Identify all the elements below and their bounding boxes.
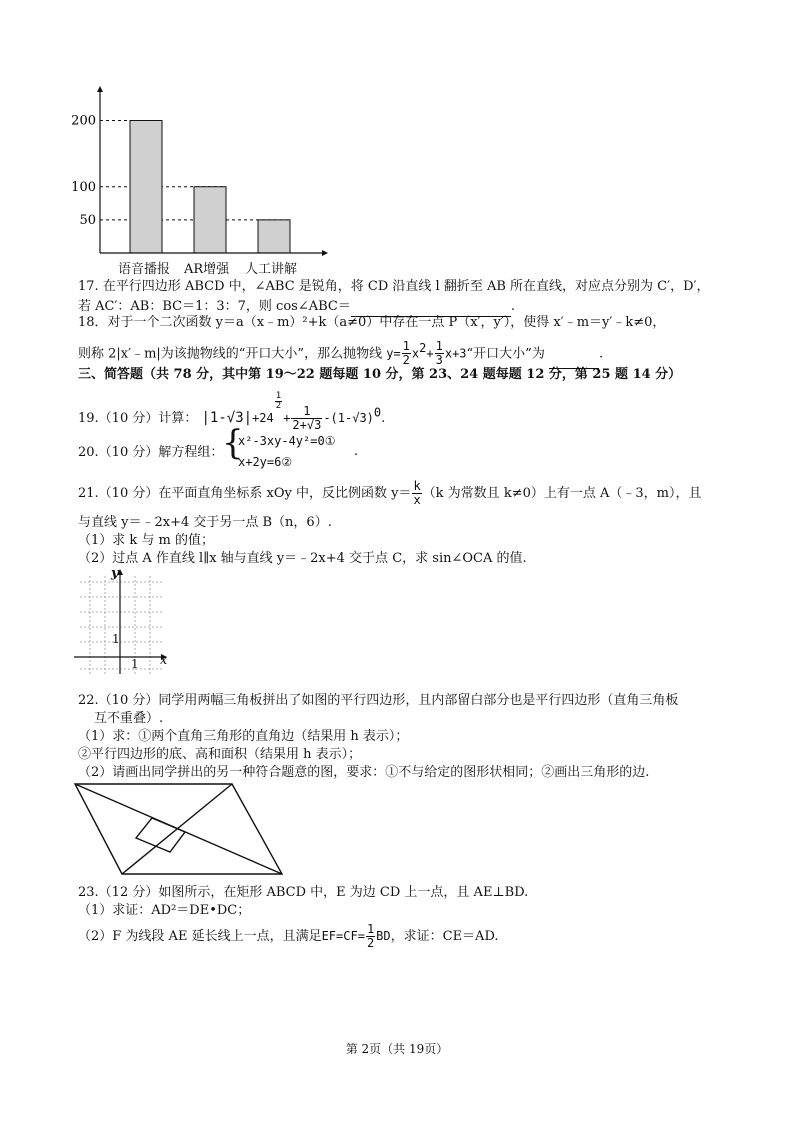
math-text: |1-√3| <box>201 410 253 426</box>
question-22-part1: （1）求：①两个直角三角形的直角边（结果用 h 表示）； <box>78 729 409 744</box>
numerator: 1 <box>366 922 375 936</box>
question-21-text: （k 为常数且 k≠0）上有一点 A（﹣3，m），且 <box>422 486 702 501</box>
question-21-text: 21.（10 分）在平面直角坐标系 xOy 中，反比例函数 y＝ <box>78 486 412 501</box>
math-text: EF=CF= <box>321 929 365 943</box>
y-tick-label: 200 <box>71 113 96 129</box>
math-text: + <box>426 346 434 361</box>
question-21-part2: （2）过点 A 作直线 l∥x 轴与直线 y＝﹣2x+4 交于点 C，求 sin∠OCA 的值. <box>78 551 527 566</box>
question-17-text: 若 AC′：AB：BC＝1：3：7，则 cos∠ABC＝ <box>78 299 351 314</box>
fraction <box>402 340 411 367</box>
denominator: 2 <box>366 936 375 950</box>
fraction <box>412 480 421 507</box>
period: . <box>354 444 359 459</box>
denominator: 2+√3 <box>292 418 322 432</box>
question-19-text: 19.（10 分）计算： <box>78 411 198 426</box>
math-text: -(1-√3) <box>323 411 374 425</box>
question-18-line1: 18．对于一个二次函数 y＝a（x﹣m）²+k（a≠0）中存在一点 P（x′，y′），使得 x′﹣m＝y′﹣k≠0， <box>78 315 666 330</box>
fraction <box>291 405 322 432</box>
question-22-part2: （2）请画出同学拼出的另一种符合题意的图，要求：①不与给定的图形状相同；②画出三角形的边. <box>78 765 650 780</box>
question-18-text: 则称 2|x′﹣m|为该抛物线的“开口大小”，那么抛物线 <box>78 346 383 362</box>
question-22-line1: 22.（10 分）同学用两幅三角板拼出了如图的平行四边形，且内部留白部分也是平行四边形（直角三角板 <box>78 693 679 708</box>
answer-blank <box>549 340 599 369</box>
math-text: +2 <box>252 411 267 425</box>
question-21-line2: 与直线 y＝﹣2x+4 交于另一点 B（n，6）. <box>78 515 332 530</box>
denominator: 2 <box>402 353 410 368</box>
question-18-text: “开口大小”为 <box>466 346 545 362</box>
question-23-text: ，求证：CE＝AD. <box>390 929 499 944</box>
question-23-part1: （1）求证：AD²＝DE•DC； <box>78 903 251 918</box>
bar <box>258 220 290 253</box>
math-text: BD <box>376 929 391 943</box>
question-22-line2: 互不重叠）. <box>94 711 164 726</box>
exponent-fraction <box>275 392 282 411</box>
y-axis-label: y <box>111 566 119 581</box>
math-text: y= <box>386 346 401 361</box>
period: . <box>510 299 515 314</box>
question-22-part1b: ②平行四边形的底、高和面积（结果用 h 表示）； <box>78 747 362 762</box>
chart-category-label: 人工讲解 <box>245 262 298 277</box>
math-text: 4 <box>266 411 274 425</box>
fraction <box>366 923 375 950</box>
parallelogram-figure <box>72 780 292 880</box>
numerator: k <box>413 479 421 493</box>
section-heading: 三、简答题（共 78 分，其中第 19～22 题每题 10 分，第 23、24 题每题 12 分，第 25 题 14 分） <box>78 367 682 382</box>
math-text: x+3 <box>444 346 467 361</box>
question-23-part2 <box>78 922 499 951</box>
denominator: x <box>413 493 421 507</box>
question-23-text: （2）F 为线段 AE 延长线上一点，且满足 <box>78 929 322 944</box>
denominator: 2 <box>275 401 282 411</box>
numerator: 1 <box>402 339 410 354</box>
x-axis-label: x <box>160 653 168 668</box>
question-17-line1: 17. 在平行四边形 ABCD 中，∠ABC 是锐角，将 CD 沿直线 l 翻折至 AB 所在直线，对应点分别为 C′，D′， <box>78 279 710 294</box>
chart-category-label: 语音播报 <box>118 262 171 277</box>
question-21-line1 <box>78 480 701 508</box>
period: . <box>381 411 386 426</box>
equation-2: x+2y=6② <box>238 455 293 469</box>
fraction <box>435 340 444 367</box>
y-tick-label: 1 <box>112 632 120 646</box>
exponent: 2 <box>419 341 427 355</box>
numerator: 1 <box>275 391 282 401</box>
question-23-line1: 23.（12 分）如图所示，在矩形 ABCD 中，E 为边 CD 上一点，且 AE⊥BD. <box>78 885 529 900</box>
y-tick-label: 100 <box>71 179 96 195</box>
denominator: 3 <box>435 353 443 368</box>
brace: { <box>222 423 244 463</box>
equation-1: x²-3xy-4y²=0① <box>238 434 336 448</box>
bar-chart <box>60 86 340 286</box>
chart-category-label: AR增强 <box>184 262 230 277</box>
x-axis-arrow <box>322 250 328 256</box>
math-text: + <box>283 411 291 425</box>
bar <box>130 121 162 254</box>
y-axis-arrow <box>97 86 103 92</box>
math-text: x <box>411 346 420 361</box>
bar <box>194 187 226 253</box>
numerator: 1 <box>435 339 443 354</box>
y-tick-label: 50 <box>79 212 96 228</box>
question-21-part1: （1）求 k 与 m 的值； <box>78 533 215 548</box>
page-footer: 第 2页（共 19页） <box>345 1042 449 1056</box>
question-18-line2 <box>78 334 603 369</box>
question-20-text: 20.（10 分）解方程组： <box>78 445 224 460</box>
x-tick-label: 1 <box>131 657 139 671</box>
exponent: 0 <box>373 405 382 420</box>
period: . <box>598 346 604 362</box>
numerator: 1 <box>291 405 322 419</box>
